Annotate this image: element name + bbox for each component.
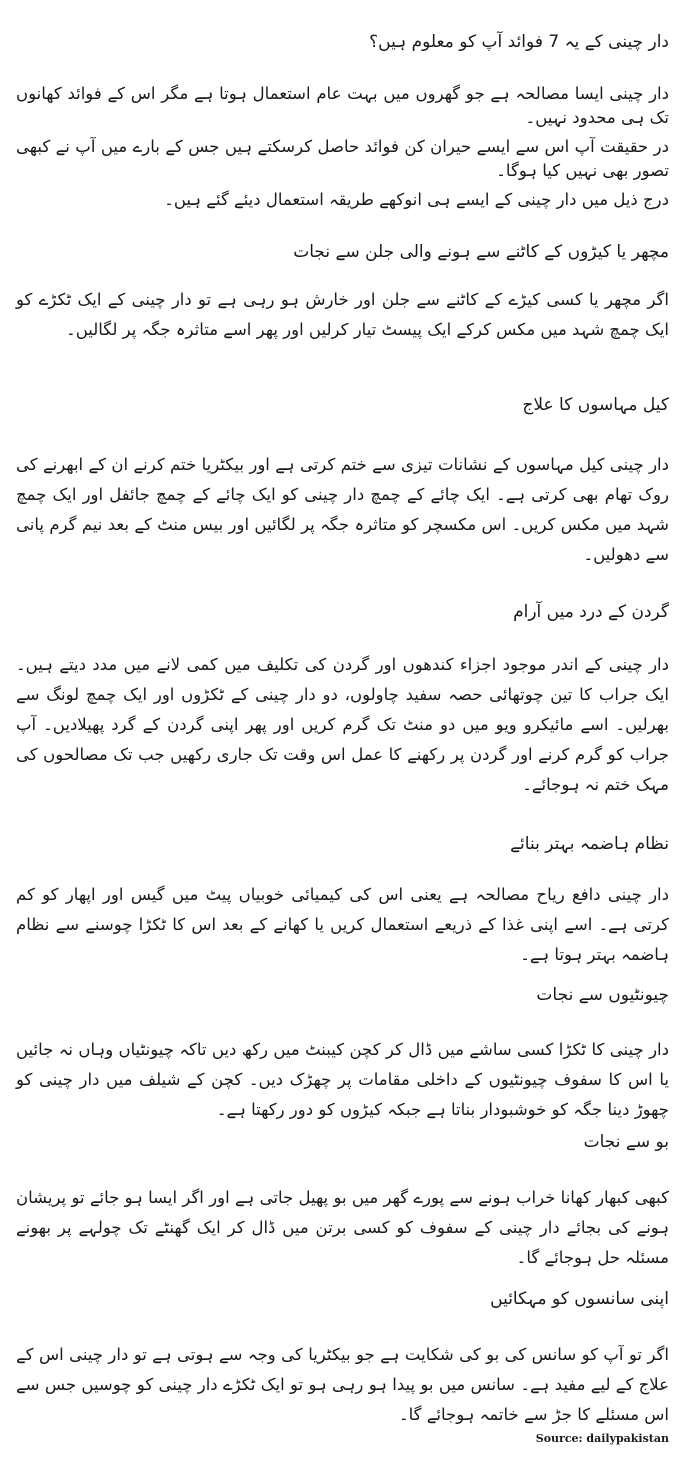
section-heading-acne: کیل مہاسوں کا علاج — [522, 395, 669, 415]
article-title: دار چینی کے یہ 7 فوائد آپ کو معلوم ہیں؟ — [369, 32, 669, 52]
section-heading-neck-pain: گردن کے درد میں آرام — [513, 602, 669, 622]
section-body-digestion: دار چینی دافع ریاح مصالحہ ہے یعنی اس کی کیمیائی خوبیاں پیٹ میں گیس اور اپھار کو کم کرتی ہے۔ اسے اپنی غذا کے ذریعے استعمال کریں یا کھانے کے بعد اس کا ٹکڑا چوسنے سے نظام ہاضمہ بہتر ہوتا ہے۔ — [16, 885, 669, 964]
section-body-odor: کبھی کبھار کھانا خراب ہونے سے پورے گھر میں بو پھیل جاتی ہے اور اگر ایسا ہو جائے تو پریشان ہونے کی بجائے دار چینی کے سفوف کو کسی برتن میں ڈال کر ایک گھنٹے تک چولہے پر بھونے مسئلہ حل ہوجائے گا۔ — [16, 1188, 669, 1267]
section-heading-digestion: نظام ہاضمہ بہتر بنائے — [510, 834, 669, 854]
source-credit: Source: dailypakistan — [535, 1432, 669, 1445]
section-body-neck-pain: دار چینی کے اندر موجود اجزاء کندھوں اور گردن کی تکلیف میں کمی لانے میں مدد دیتے ہیں۔ ایک جراب کا تین چوتھائی حصہ سفید چاولوں، دو دار چینی کے ٹکڑوں اور ایک چمچ لونگ سے بھرلیں۔ اسے مائیکرو ویو میں دو منٹ تک گرم کریں اور پھر اپنی گردن کے گرد پھیلادیں۔ آپ جراب کو گرم کرنے اور گردن پر رکھنے کا عمل اس وقت تک جاری رکھیں جب تک مصالحوں کی مہک ختم نہ ہوجائے۔ — [16, 655, 669, 794]
intro-paragraph-2: در حقیقت آپ اس سے ایسے حیران کن فوائد حاصل کرسکتے ہیں جس کے بارے میں آپ نے کبھی تصور بھی نہیں کیا ہوگا۔ — [16, 137, 669, 180]
section-body-ants: دار چینی کا ٹکڑا کسی ساشے میں ڈال کر کچن کیبنٹ میں رکھ دیں تاکہ چیونٹیاں وہاں نہ جائیں یا اس کا سفوف چیونٹیوں کے داخلی مقامات پر چھڑک دیں۔ کچن کے شیلف میں دار چینی کو چھوڑ دینا جگہ کو خوشبودار بناتا ہے جبکہ کیڑوں کو دور رکھتا ہے۔ — [16, 1040, 669, 1119]
section-heading-odor: بو سے نجات — [583, 1132, 669, 1152]
section-body-breath: اگر تو آپ کو سانس کی بو کی شکایت ہے جو بیکٹریا کی وجہ سے ہوتی ہے تو دار چینی اس کے علاج کے لیے مفید ہے۔ سانس میں بو پیدا ہو رہی ہو تو ایک ٹکڑے دار چینی کو چوسیں جس سے اس مسئلے کا جڑ سے خاتمہ ہوجائے گا۔ — [16, 1345, 669, 1424]
intro-paragraph-1: دار چینی ایسا مصالحہ ہے جو گھروں میں بہت عام استعمال ہوتا ہے مگر اس کے فوائد کھانوں تک ہی محدود نہیں۔ — [16, 84, 669, 127]
section-heading-ants: چیونٹیوں سے نجات — [536, 985, 669, 1005]
intro-paragraph-3: درج ذیل میں دار چینی کے ایسے ہی انوکھے طریقہ استعمال دیئے گئے ہیں۔ — [164, 190, 669, 209]
section-heading-mosquito-bites: مچھر یا کیڑوں کے کاٹنے سے ہونے والی جلن سے نجات — [293, 242, 669, 262]
section-body-mosquito-bites: اگر مچھر یا کسی کیڑے کے کاٹنے سے جلن اور خارش ہو رہی ہے تو دار چینی کے ایک ٹکڑے کو ایک چمچ شہد میں مکس کرکے ایک پیسٹ تیار کرلیں اور پھر اسے متاثرہ جگہ پر لگالیں۔ — [16, 290, 669, 339]
section-body-acne: دار چینی کیل مہاسوں کے نشانات تیزی سے ختم کرتی ہے اور بیکٹریا ختم کرنے ان کے ابھرنے کی روک تھام بھی کرتی ہے۔ ایک چائے کے چمچ دار چینی کو ایک چائے کے چمچ جائفل اور ایک چمچ شہد میں مکس کریں۔ اس مکسچر کو متاثرہ جگہ پر لگائیں اور بیس منٹ کے بعد نیم گرم پانی سے دھولیں۔ — [16, 455, 669, 564]
section-heading-breath: اپنی سانسوں کو مہکائیں — [490, 1289, 669, 1309]
